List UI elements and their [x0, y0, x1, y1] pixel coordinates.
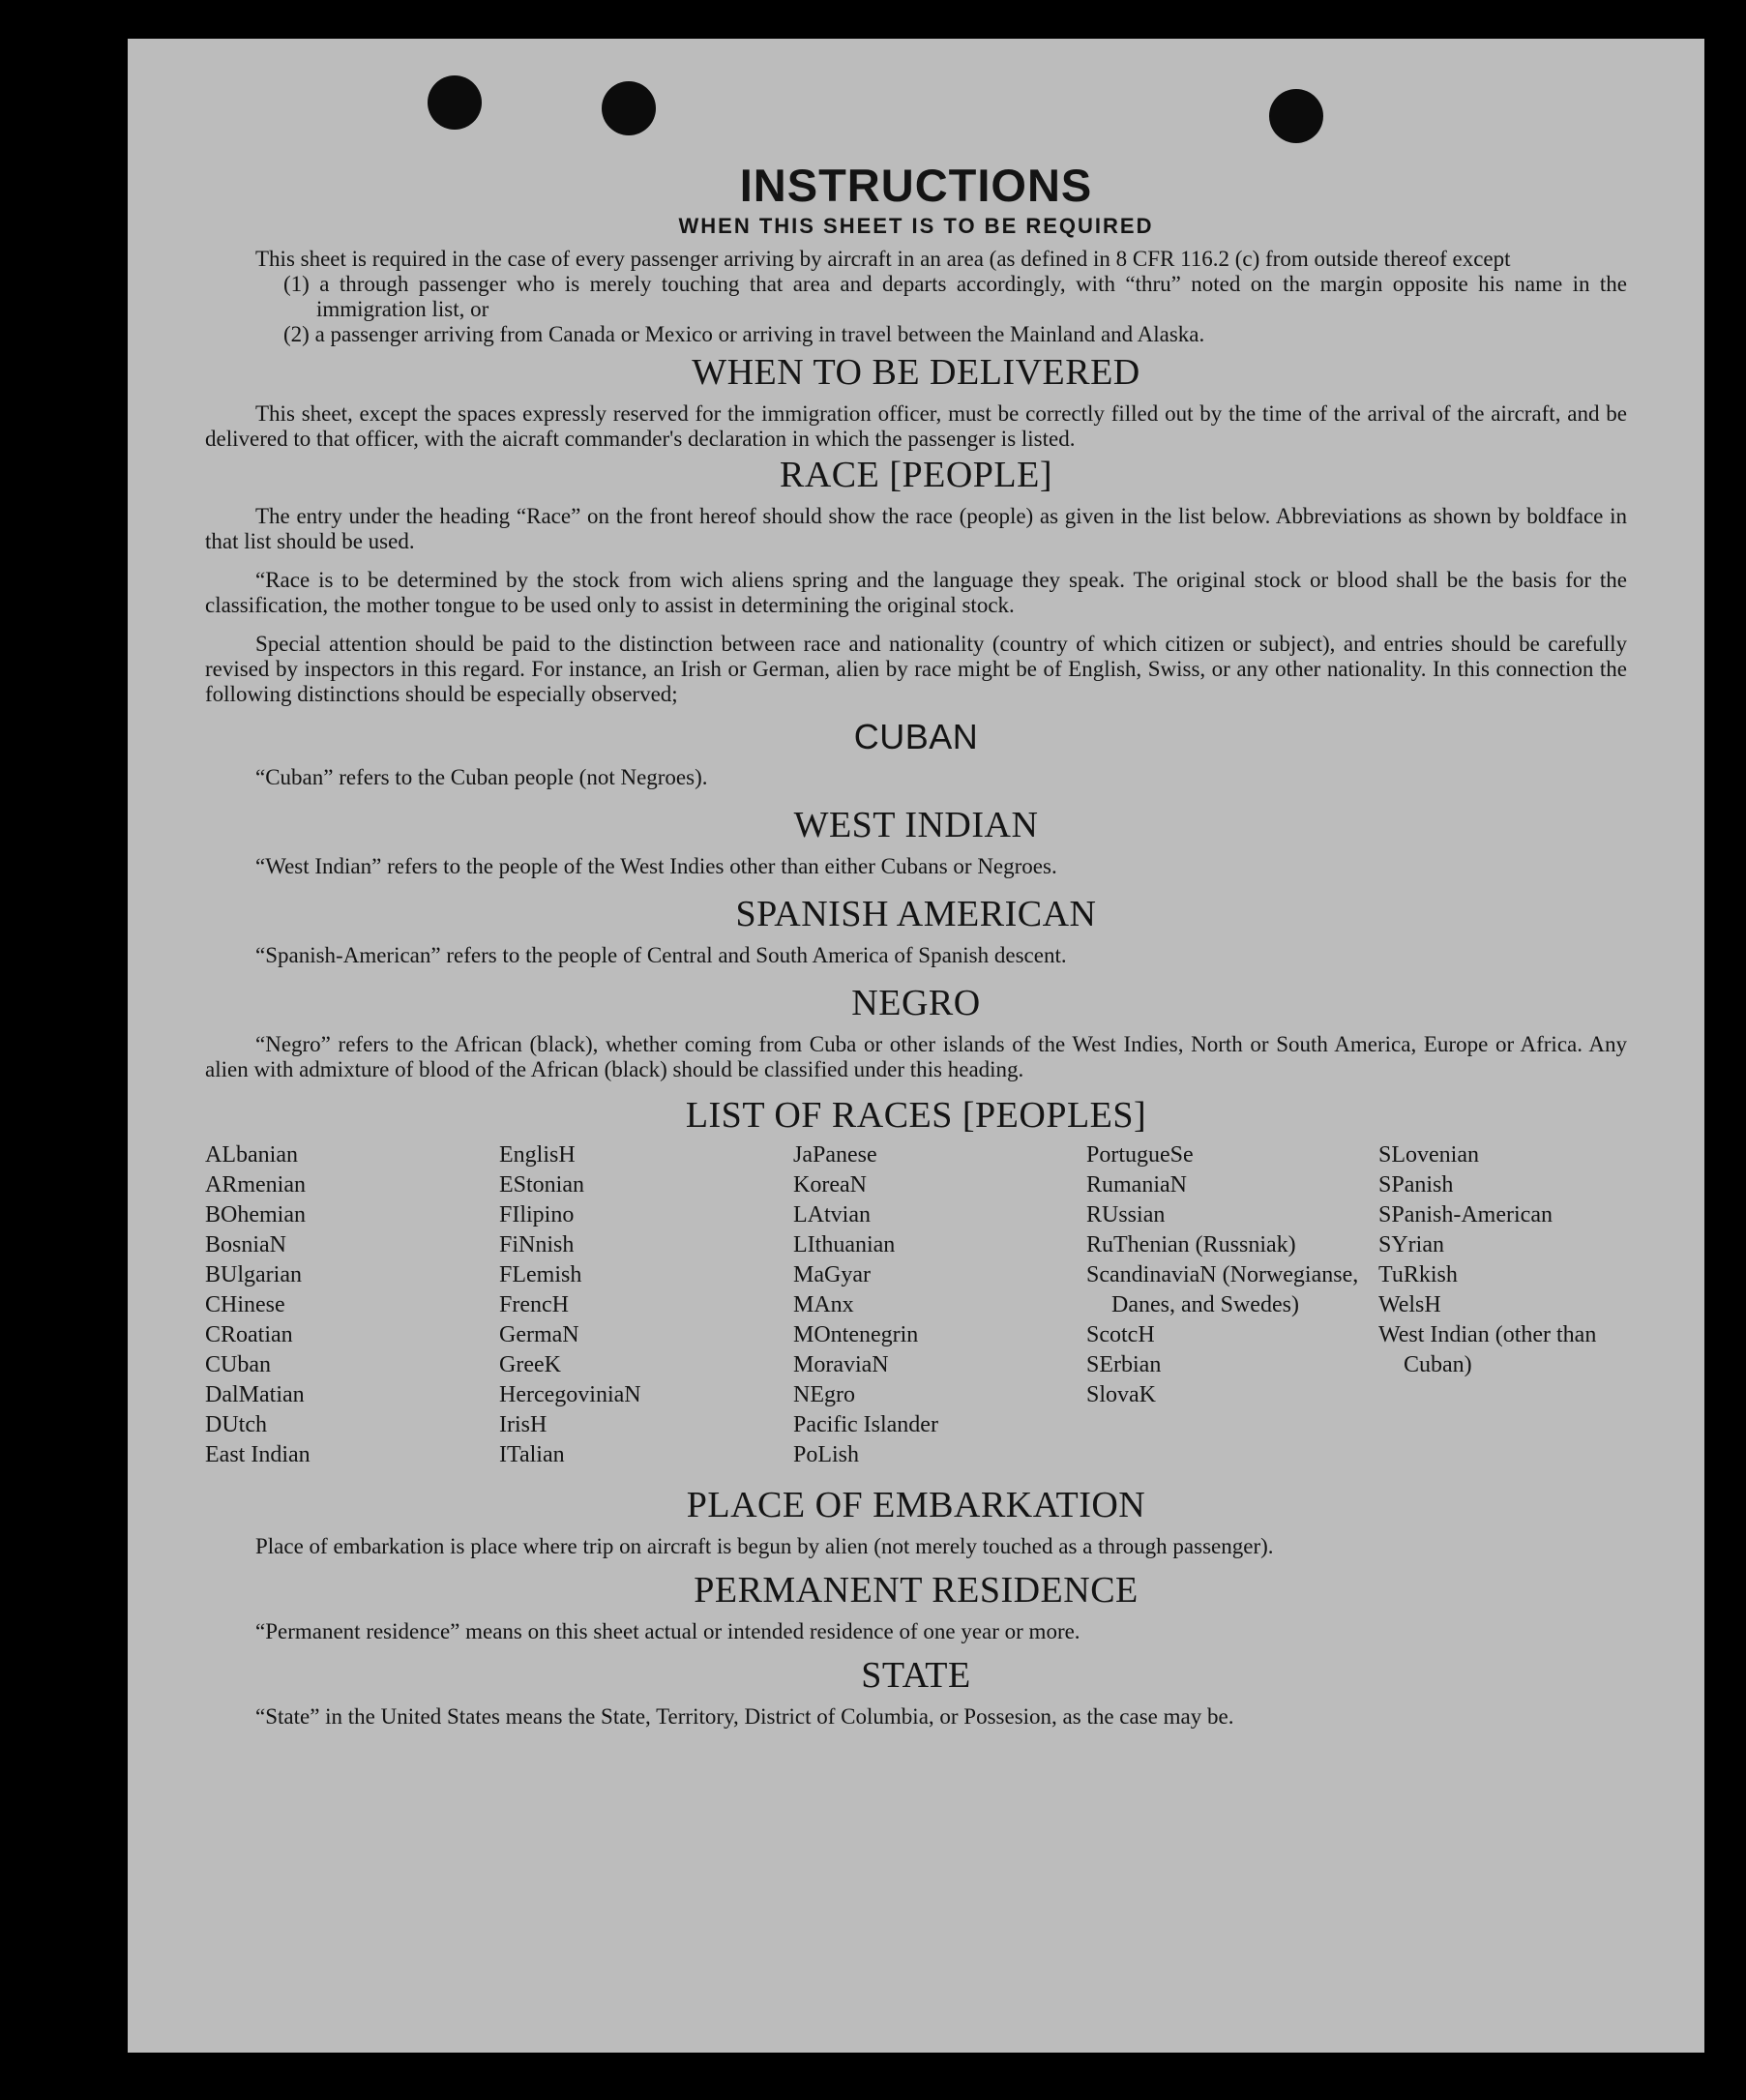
- race-item: CRoatian: [205, 1322, 293, 1347]
- race-paragraph-1: The entry under the heading “Race” on the front hereof should show the race (people) as given in the list below. Abbreviations as shown by boldface in that list should be used.: [205, 504, 1627, 553]
- race-item: GermaN: [499, 1322, 579, 1347]
- race-item: FiNnish: [499, 1232, 575, 1257]
- race-item: SErbian: [1086, 1352, 1162, 1377]
- race-item: KoreaN: [793, 1172, 867, 1198]
- delivered-text: This sheet, except the spaces expressly reserved for the immigration officer, must be correctly filled out by the time of the arrival of the aircraft, and be delivered to that officer, with the aicraft commander's declaration in which the passenger is listed.: [205, 401, 1627, 451]
- races-column-3: [793, 1140, 1086, 1470]
- section-heading-west-indian: WEST INDIAN: [793, 805, 1039, 845]
- race-item: FIlipino: [499, 1202, 575, 1227]
- section-heading-race: RACE [PEOPLE]: [780, 455, 1052, 495]
- race-item: ITalian: [499, 1442, 565, 1467]
- race-item: LAtvian: [793, 1202, 871, 1227]
- race-item: FLemish: [499, 1262, 582, 1287]
- race-item: CHinese: [205, 1292, 285, 1317]
- races-column-5: [1378, 1140, 1620, 1470]
- race-item: TuRkish: [1378, 1262, 1458, 1287]
- race-item: PoLish: [793, 1442, 860, 1467]
- race-item: West Indian (other than Cuban): [1378, 1322, 1597, 1377]
- required-intro: This sheet is required in the case of every passenger arriving by aircraft in an area (as defined in 8 CFR 116.2 (c) from outside thereof except: [255, 247, 1511, 271]
- race-item: CUban: [205, 1352, 271, 1377]
- race-item: SYrian: [1378, 1232, 1444, 1257]
- race-item: EnglisH: [499, 1142, 576, 1168]
- race-item: FrencH: [499, 1292, 569, 1317]
- race-item: WelsH: [1378, 1292, 1441, 1317]
- races-list: [205, 1140, 1627, 1470]
- section-heading-delivered: WHEN TO BE DELIVERED: [692, 352, 1140, 393]
- race-item: GreeK: [499, 1352, 561, 1377]
- punch-hole: [602, 81, 656, 135]
- race-item: MoraviaN: [793, 1352, 889, 1377]
- race-item: DalMatian: [205, 1382, 305, 1407]
- race-item: IrisH: [499, 1412, 547, 1437]
- section-heading-list-of-races: LIST OF RACES [PEOPLES]: [685, 1095, 1147, 1136]
- required-item-1: (1) a through passenger who is merely touching that area and departs accordingly, with “thru” noted on the margin opposite his name in the immigration list, or: [283, 272, 1627, 321]
- punch-hole: [428, 75, 482, 130]
- section-heading-spanish-american: SPANISH AMERICAN: [735, 894, 1097, 934]
- race-item: ARmenian: [205, 1172, 306, 1198]
- cuban-text: “Cuban” refers to the Cuban people (not Negroes).: [255, 765, 708, 789]
- race-item: RUssian: [1086, 1202, 1166, 1227]
- race-paragraph-3: Special attention should be paid to the distinction between race and nationality (country of which citizen or subject), and entries should be carefully revised by inspectors in this regard. For instance, an Irish or German, alien by race might be of English, Swiss, or any other nationality. In this connection the following distinctions should be especially observed;: [205, 632, 1627, 706]
- document-sheet: [128, 39, 1704, 2053]
- race-item: ALbanian: [205, 1142, 298, 1168]
- race-item: MOntenegrin: [793, 1322, 919, 1347]
- race-item: East Indian: [205, 1442, 311, 1467]
- page-title: INSTRUCTIONS: [739, 160, 1093, 211]
- residence-text: “Permanent residence” means on this sheet actual or intended residence of one year or more.: [255, 1619, 1080, 1643]
- race-paragraph-2: “Race is to be determined by the stock from wich aliens spring and the language they speak. The original stock or blood shall be the basis for the classification, the mother tongue to be used only to assist in determining the original stock.: [205, 568, 1627, 617]
- races-column-1: [205, 1140, 499, 1470]
- races-column-2: [499, 1140, 793, 1470]
- punch-hole: [1269, 89, 1323, 143]
- section-heading-cuban: CUBAN: [853, 717, 979, 756]
- race-item: MAnx: [793, 1292, 854, 1317]
- negro-text: “Negro” refers to the African (black), whether coming from Cuba or other islands of the West Indies, North or South America, Europe or Africa. Any alien with admixture of blood of the African (black) should be classified under this heading.: [205, 1032, 1627, 1081]
- page-subtitle: WHEN THIS SHEET IS TO BE REQUIRED: [678, 214, 1154, 238]
- race-item: BosniaN: [205, 1232, 286, 1257]
- race-item: ScotcH: [1086, 1322, 1155, 1347]
- race-item: RuThenian (Russniak): [1086, 1232, 1296, 1257]
- spanish-american-text: “Spanish-American” refers to the people of Central and South America of Spanish descent.: [255, 943, 1067, 967]
- race-item: JaPanese: [793, 1142, 877, 1168]
- races-column-4: [1086, 1140, 1378, 1470]
- race-item: SlovaK: [1086, 1382, 1156, 1407]
- document-body: [205, 159, 1627, 1730]
- race-item: ScandinaviaN (Norwegianse, Danes, and Swedes): [1086, 1262, 1359, 1317]
- race-item: MaGyar: [793, 1262, 871, 1287]
- race-item: SPanish-American: [1378, 1202, 1553, 1227]
- section-heading-state: STATE: [861, 1655, 971, 1696]
- state-text: “State” in the United States means the State, Territory, District of Columbia, or Possesion, as the case may be.: [255, 1704, 1234, 1729]
- race-item: BUlgarian: [205, 1262, 302, 1287]
- race-item: SPanish: [1378, 1172, 1454, 1198]
- race-item: EStonian: [499, 1172, 584, 1198]
- race-item: RumaniaN: [1086, 1172, 1187, 1198]
- section-heading-embarkation: PLACE OF EMBARKATION: [686, 1485, 1146, 1525]
- embarkation-text: Place of embarkation is place where trip on aircraft is begun by alien (not merely touched as a through passenger).: [255, 1534, 1274, 1558]
- race-item: DUtch: [205, 1412, 267, 1437]
- race-item: NEgro: [793, 1382, 855, 1407]
- race-item: PortugueSe: [1086, 1142, 1194, 1168]
- required-item-2: (2) a passenger arriving from Canada or Mexico or arriving in travel between the Mainland and Alaska.: [283, 322, 1205, 346]
- west-indian-text: “West Indian” refers to the people of the West Indies other than either Cubans or Negroes.: [255, 854, 1057, 878]
- section-heading-negro: NEGRO: [851, 983, 981, 1023]
- race-item: LIthuanian: [793, 1232, 896, 1257]
- section-heading-residence: PERMANENT RESIDENCE: [694, 1570, 1139, 1611]
- race-item: SLovenian: [1378, 1142, 1479, 1168]
- race-item: Pacific Islander: [793, 1412, 938, 1437]
- race-item: HercegoviniaN: [499, 1382, 641, 1407]
- race-item: BOhemian: [205, 1202, 306, 1227]
